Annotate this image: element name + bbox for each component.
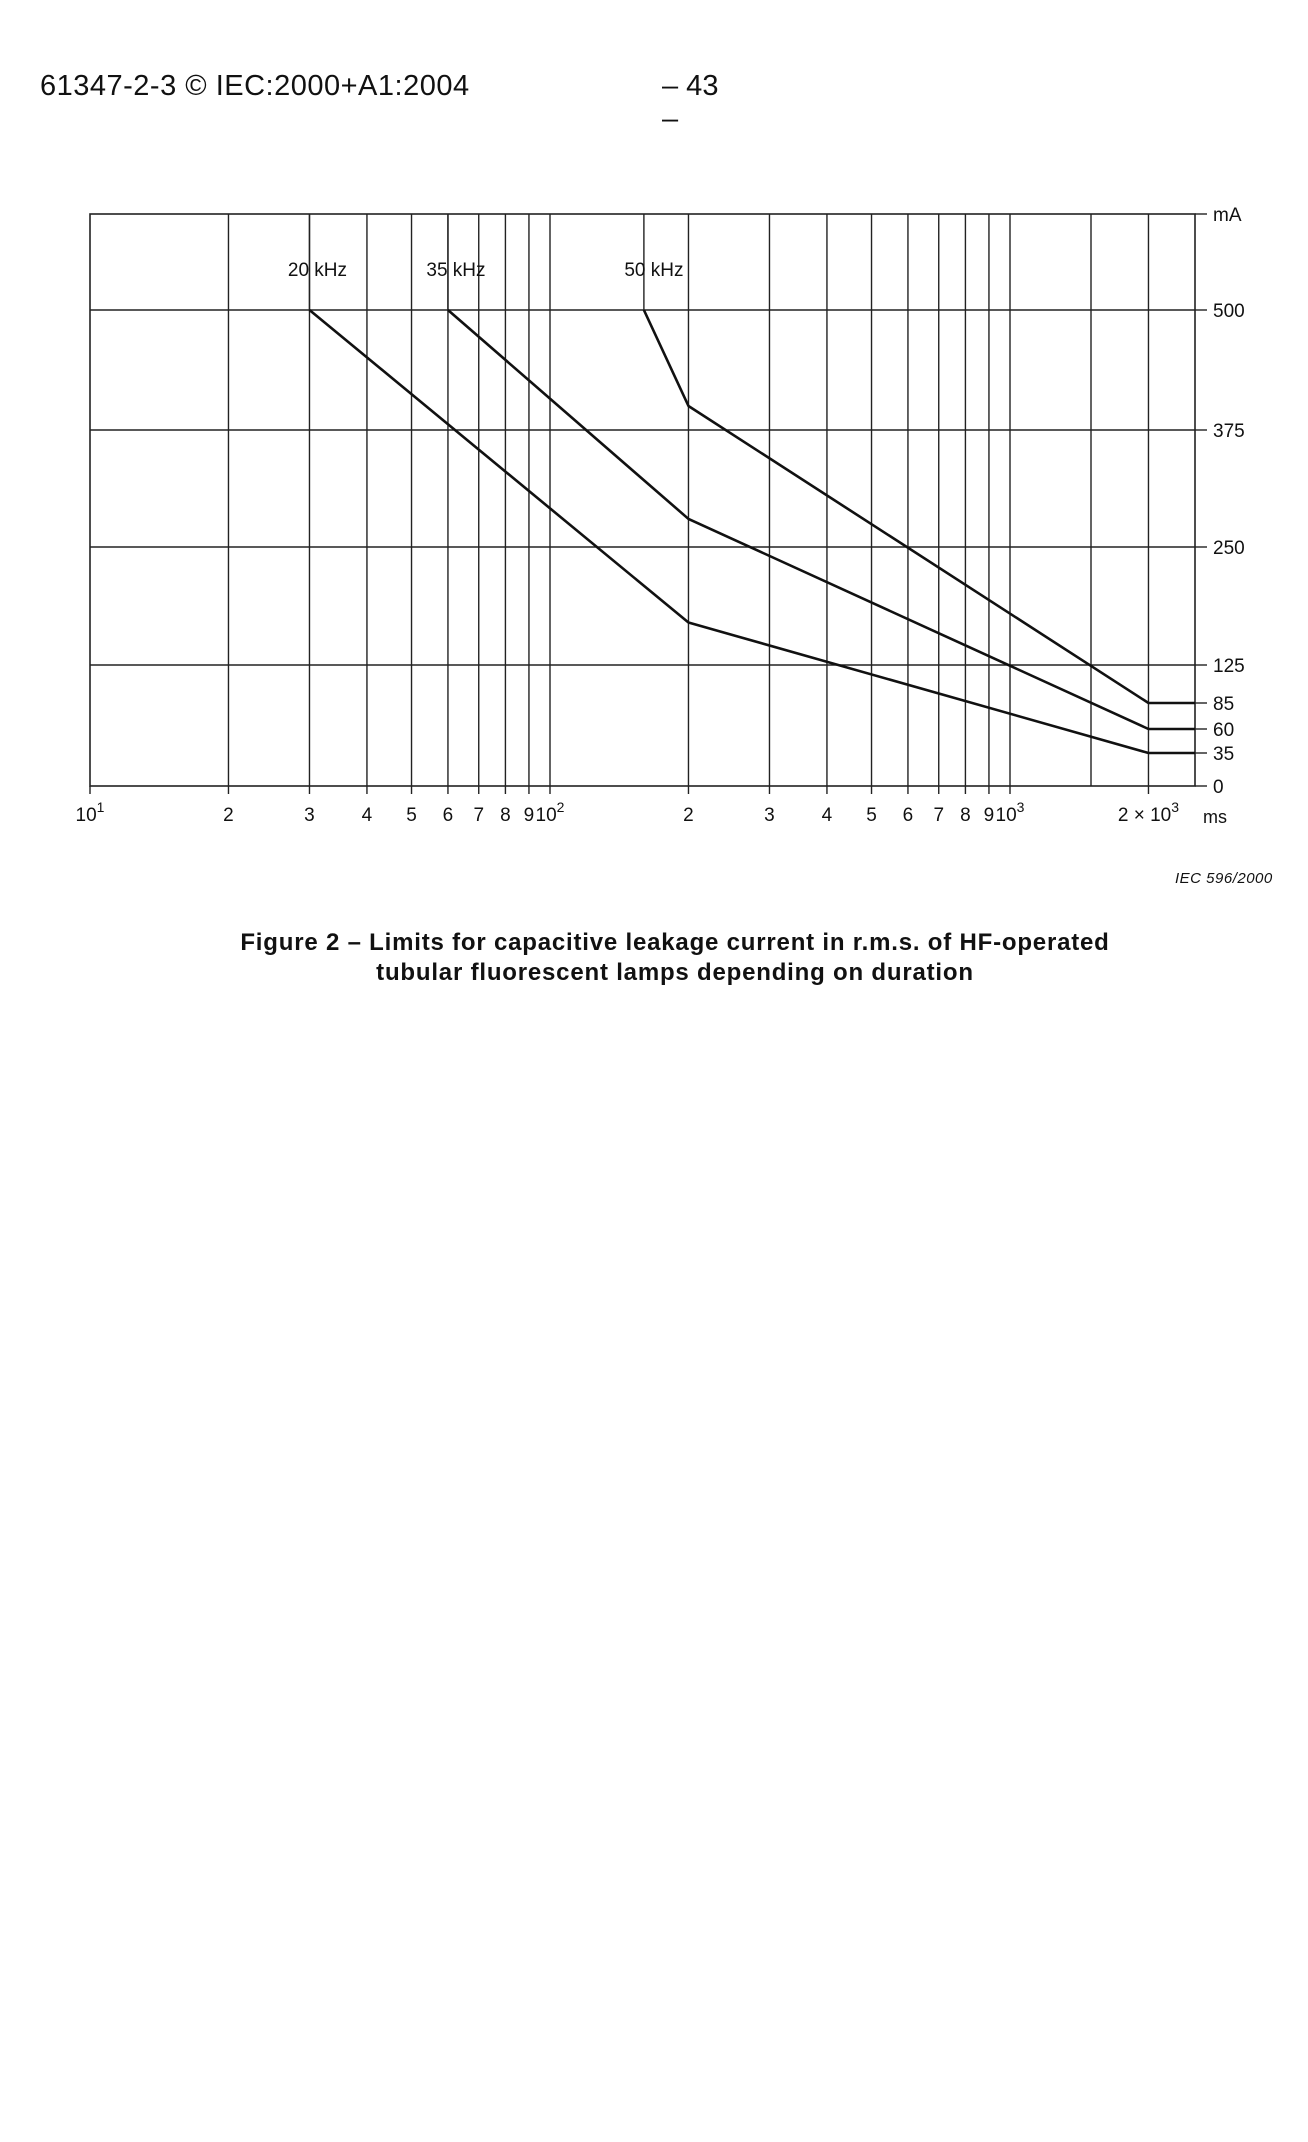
x-tick-label: 4 bbox=[361, 805, 373, 826]
x-tick-label: 3 bbox=[764, 805, 775, 826]
x-tick-label: 7 bbox=[473, 805, 485, 826]
x-tick-label: $10^1$ bbox=[75, 799, 105, 826]
series-line-35-khz bbox=[448, 310, 1195, 729]
y-tick-label: 0 bbox=[1213, 777, 1224, 798]
series-line-20-khz bbox=[309, 310, 1195, 753]
y-tick-label: 250 bbox=[1213, 538, 1245, 559]
x-tick-label: 4 bbox=[821, 805, 833, 826]
y-tick-label: 500 bbox=[1213, 301, 1245, 322]
x-tick-label: 9 bbox=[983, 805, 995, 826]
y-tick-label: 85 bbox=[1213, 694, 1235, 715]
x-axis-unit: ms bbox=[1203, 807, 1227, 827]
chart-labels bbox=[76, 205, 1245, 827]
y-tick-label: 375 bbox=[1213, 421, 1245, 442]
series-line-50-khz bbox=[644, 310, 1195, 703]
leakage-current-chart bbox=[0, 190, 1308, 860]
plot-frame bbox=[90, 214, 1195, 786]
caption-line-1: Figure 2 – Limits for capacitive leakage current in r.m.s. of HF-operated bbox=[240, 929, 1110, 956]
x-tick-label: $2 \times 10^3$ bbox=[1117, 799, 1180, 826]
series-label: 50 kHz bbox=[624, 260, 684, 281]
x-tick-label: 9 bbox=[523, 805, 535, 826]
chart-series bbox=[309, 310, 1195, 753]
x-tick-label: $10^3$ bbox=[995, 799, 1025, 826]
x-tick-label: $10^2$ bbox=[535, 799, 565, 826]
y-axis-unit: mA bbox=[1213, 205, 1242, 226]
x-tick-label: 8 bbox=[960, 805, 971, 826]
caption-line-2: tubular fluorescent lamps depending on duration bbox=[376, 959, 974, 986]
x-tick-label: 2 bbox=[683, 805, 694, 826]
series-label: 35 kHz bbox=[426, 260, 486, 281]
x-tick-label: 6 bbox=[902, 805, 914, 826]
x-tick-label: 8 bbox=[500, 805, 511, 826]
x-tick-label: 2 bbox=[223, 805, 234, 826]
x-tick-label: 5 bbox=[406, 805, 417, 826]
source-reference: IEC 596/2000 bbox=[1175, 870, 1273, 887]
x-tick-label: 5 bbox=[866, 805, 877, 826]
chart-grid bbox=[90, 214, 1207, 794]
figure-caption bbox=[80, 928, 1270, 988]
page-header bbox=[40, 70, 720, 135]
y-tick-label: 35 bbox=[1213, 744, 1235, 765]
y-tick-label: 60 bbox=[1213, 720, 1235, 741]
y-tick-label: 125 bbox=[1213, 656, 1245, 677]
series-label: 20 kHz bbox=[287, 260, 348, 281]
page-number: – 43 – bbox=[662, 70, 719, 135]
x-tick-label: 6 bbox=[442, 805, 454, 826]
standard-reference: 61347-2-3 © IEC:2000+A1:2004 bbox=[40, 70, 470, 102]
x-tick-label: 3 bbox=[304, 805, 315, 826]
x-tick-label: 7 bbox=[933, 805, 945, 826]
